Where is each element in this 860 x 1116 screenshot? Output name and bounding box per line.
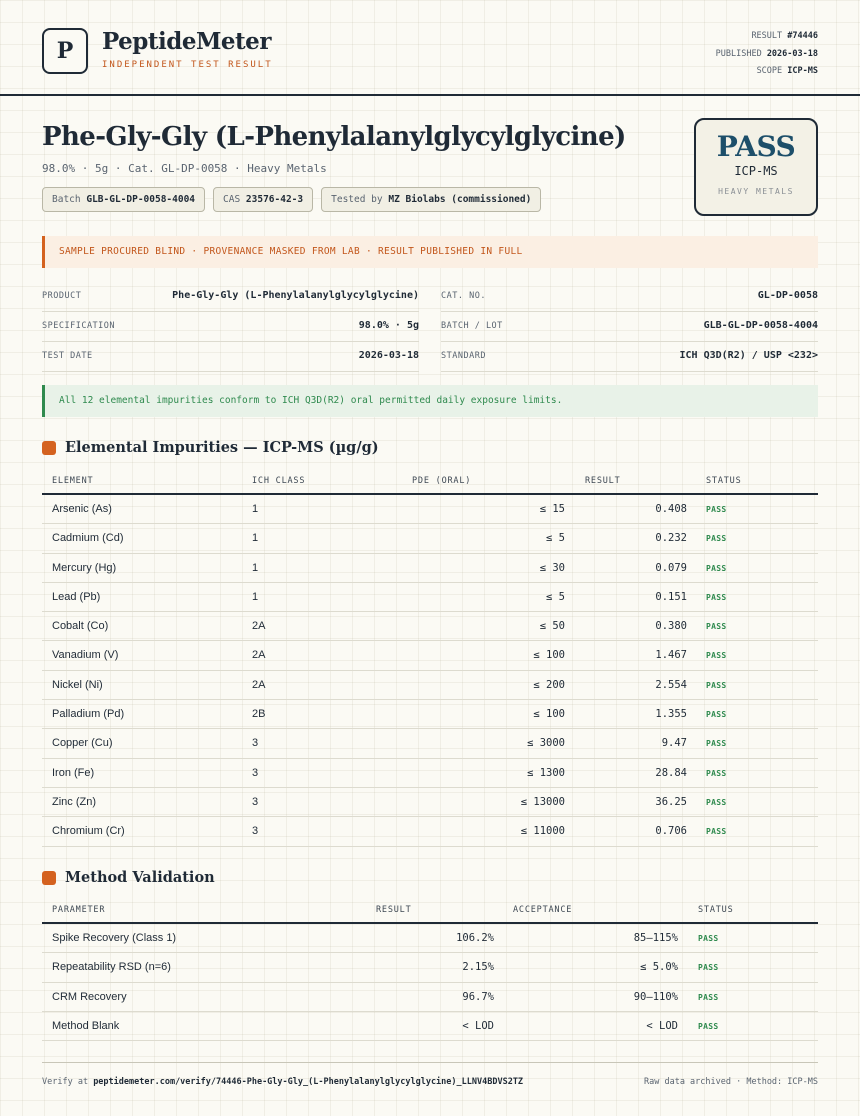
info-row-batch-lot (441, 312, 818, 342)
info-key: STANDARD (441, 351, 486, 361)
section-marker-icon (42, 871, 56, 885)
ich-class: 3 (252, 737, 259, 750)
result-meta (716, 28, 818, 81)
element-name: Arsenic (As) (52, 503, 112, 515)
info-value: Phe-Gly-Gly (L-Phenylalanylglycylglycine) (172, 290, 419, 301)
table-row (42, 788, 818, 817)
result-value: 36.25 (655, 795, 687, 808)
ich-class: 1 (252, 561, 259, 574)
ich-class: 3 (252, 766, 259, 779)
acceptance-range: < LOD (646, 1019, 678, 1032)
report-header (42, 26, 818, 86)
result-value: 1.355 (655, 708, 687, 721)
acceptance-range: ≤ 5.0% (640, 961, 678, 974)
element-name: Mercury (Hg) (52, 561, 117, 574)
validation-table (42, 896, 818, 1041)
scope-label: SCOPE (756, 66, 783, 76)
pde-limit: ≤ 5 (546, 590, 565, 603)
product-subtitle: 98.0% · 5g · Cat. GL-DP-0058 · Heavy Metals (42, 162, 327, 175)
validation-heading (42, 869, 215, 886)
table-row (42, 759, 818, 788)
section-title: Elemental Impurities — ICP-MS (µg/g) (65, 439, 379, 456)
info-value: ICH Q3D(R2) / USP <232> (679, 350, 818, 361)
batch-chip-value: GLB-GL-DP-0058-4004 (86, 194, 196, 205)
table-row (42, 671, 818, 700)
brand-tagline: INDEPENDENT TEST RESULT (102, 60, 273, 70)
result-value: 96.7% (462, 990, 494, 1003)
pde-limit: ≤ 30 (539, 561, 565, 574)
verdict-result: PASS (716, 130, 796, 163)
result-value: 28.84 (655, 766, 687, 779)
header-divider (0, 94, 860, 96)
table-row (42, 817, 818, 846)
result-value: 2.554 (655, 678, 687, 691)
info-row-product (42, 282, 419, 312)
published-label: PUBLISHED (715, 48, 762, 59)
info-key: TEST DATE (42, 351, 93, 361)
table-header (42, 896, 818, 924)
acceptance-range: 85–115% (633, 932, 678, 944)
element-name: Iron (Fe) (52, 766, 95, 779)
col-pde: PDE (ORAL) (412, 476, 472, 486)
impurities-heading (42, 439, 379, 456)
verdict-category: HEAVY METALS (718, 187, 794, 196)
product-chips (42, 187, 541, 212)
col-ich-class: ICH CLASS (252, 476, 306, 486)
element-name: Nickel (Ni) (52, 678, 103, 691)
info-row-cat-no (441, 282, 818, 312)
pde-limit: ≤ 1300 (527, 766, 565, 779)
verdict-method: ICP-MS (734, 164, 778, 178)
ich-class: 2A (252, 649, 266, 662)
logo-mark: P (42, 28, 88, 74)
status-badge: PASS (706, 680, 727, 690)
info-value: GL-DP-0058 (757, 290, 818, 301)
info-key: CAT. NO. (441, 291, 486, 301)
verify-prefix: Verify at (42, 1077, 89, 1087)
impurities-table (42, 467, 818, 847)
blind-procurement-notice: SAMPLE PROCURED BLIND · PROVENANCE MASKED FROM LAB · RESULT PUBLISHED IN FULL (42, 236, 818, 268)
verify-footer (42, 1077, 523, 1087)
tested-by-chip-label: Tested by (331, 194, 383, 205)
brand-name[interactable]: PeptideMeter (102, 28, 271, 55)
element-name: Chromium (Cr) (52, 825, 125, 838)
result-value: 0.151 (655, 590, 687, 603)
result-number: #74446 (787, 31, 818, 41)
col-element: ELEMENT (52, 476, 94, 486)
cas-chip-value: 23576-42-3 (245, 194, 304, 205)
pde-limit: ≤ 3000 (527, 737, 565, 750)
tested-by-chip-value: MZ Biolabs (commissioned) (388, 194, 532, 205)
status-badge: PASS (706, 622, 727, 632)
status-badge: PASS (698, 1021, 719, 1031)
table-row (42, 554, 818, 583)
result-value: 0.408 (655, 503, 687, 515)
status-badge: PASS (706, 563, 727, 573)
parameter-name: CRM Recovery (52, 990, 127, 1003)
status-badge: PASS (706, 797, 727, 807)
element-name: Copper (Cu) (52, 737, 113, 750)
table-row (42, 700, 818, 729)
result-value: 1.467 (655, 649, 687, 662)
pde-limit: ≤ 100 (533, 649, 565, 662)
element-name: Lead (Pb) (52, 590, 101, 603)
element-name: Vanadium (V) (52, 649, 119, 662)
ich-class: 3 (252, 795, 259, 808)
result-value: 0.706 (655, 825, 687, 838)
col-status: STATUS (698, 905, 734, 915)
status-badge: PASS (698, 992, 719, 1002)
status-badge: PASS (706, 592, 727, 602)
result-value: < LOD (462, 1019, 494, 1032)
col-result: RESULT (585, 476, 621, 486)
pde-limit: ≤ 13000 (520, 795, 565, 808)
parameter-name: Method Blank (52, 1019, 120, 1032)
col-result: RESULT (376, 905, 412, 915)
element-name: Cobalt (Co) (52, 620, 109, 633)
pde-limit: ≤ 15 (539, 503, 565, 515)
status-badge: PASS (698, 963, 719, 973)
info-value: GLB-GL-DP-0058-4004 (703, 320, 818, 331)
result-value: 0.079 (655, 561, 687, 574)
pde-limit: ≤ 50 (539, 620, 565, 633)
conformance-notice: All 12 elemental impurities conform to ICH Q3D(R2) oral permitted daily exposure limits. (42, 385, 818, 417)
result-value: 9.47 (661, 737, 687, 750)
impurities-body (42, 495, 818, 847)
verdict-stamp (694, 118, 818, 216)
status-badge: PASS (706, 710, 727, 720)
pde-limit: ≤ 5 (546, 532, 565, 545)
info-value: 98.0% · 5g (358, 320, 419, 331)
batch-chip (42, 187, 205, 212)
result-label: RESULT (751, 31, 783, 41)
status-badge: PASS (706, 739, 727, 749)
pde-limit: ≤ 200 (533, 678, 565, 691)
ich-class: 2A (252, 620, 266, 633)
status-badge: PASS (706, 534, 727, 544)
table-row (42, 583, 818, 612)
ich-class: 1 (252, 532, 259, 545)
col-acceptance: ACCEPTANCE (513, 905, 573, 915)
footer-divider (42, 1062, 818, 1063)
ich-class: 2A (252, 678, 266, 691)
info-key: BATCH / LOT (441, 321, 503, 331)
ich-class: 3 (252, 825, 259, 838)
parameter-name: Spike Recovery (Class 1) (52, 932, 177, 944)
table-row (42, 729, 818, 758)
table-row (42, 524, 818, 553)
element-name: Cadmium (Cd) (52, 532, 124, 545)
pde-limit: ≤ 11000 (520, 825, 565, 838)
parameter-name: Repeatability RSD (n=6) (52, 961, 171, 974)
cas-chip (213, 187, 313, 212)
batch-chip-label: Batch (52, 194, 81, 205)
result-value: 0.232 (655, 532, 687, 545)
element-name: Zinc (Zn) (52, 795, 96, 808)
tested-by-chip (321, 187, 541, 212)
table-header (42, 467, 818, 495)
info-key: PRODUCT (42, 291, 82, 301)
section-title: Method Validation (65, 869, 215, 886)
table-row (42, 924, 818, 953)
validation-body (42, 924, 818, 1041)
element-name: Palladium (Pd) (52, 708, 125, 721)
status-badge: PASS (706, 651, 727, 661)
product-title: Phe-Gly-Gly (L-Phenylalanylglycylglycine) (42, 122, 626, 152)
info-key: SPECIFICATION (42, 321, 116, 331)
acceptance-range: 90–110% (633, 990, 678, 1003)
status-badge: PASS (698, 934, 719, 943)
archive-note: Raw data archived · Method: ICP-MS (644, 1077, 818, 1087)
scope-value: ICP-MS (787, 66, 818, 76)
published-date: 2026-03-18 (766, 48, 818, 59)
status-badge: PASS (706, 827, 727, 837)
col-status: STATUS (706, 476, 742, 486)
ich-class: 1 (252, 503, 259, 515)
verify-link[interactable]: peptidemeter.com/verify/74446-Phe-Gly-Gly_(L-Phenylalanylglycylglycine)_LLNV4BDVS2TZ (93, 1077, 524, 1087)
table-row (42, 641, 818, 670)
pde-limit: ≤ 100 (533, 708, 565, 721)
info-value: 2026-03-18 (358, 350, 419, 361)
ich-class: 2B (252, 708, 266, 721)
table-row (42, 953, 818, 982)
table-row (42, 1012, 818, 1041)
ich-class: 1 (252, 590, 259, 603)
col-parameter: PARAMETER (52, 905, 106, 915)
section-marker-icon (42, 441, 56, 455)
result-value: 0.380 (655, 620, 687, 633)
status-badge: PASS (706, 768, 727, 778)
cas-chip-label: CAS (223, 194, 241, 205)
table-row (42, 983, 818, 1012)
status-badge: PASS (706, 505, 727, 514)
info-row-standard (441, 342, 818, 372)
result-value: 106.2% (456, 932, 494, 944)
result-value: 2.15% (462, 961, 494, 974)
table-row (42, 495, 818, 524)
table-row (42, 612, 818, 641)
info-row-test-date (42, 342, 419, 372)
info-row-specification (42, 312, 419, 342)
